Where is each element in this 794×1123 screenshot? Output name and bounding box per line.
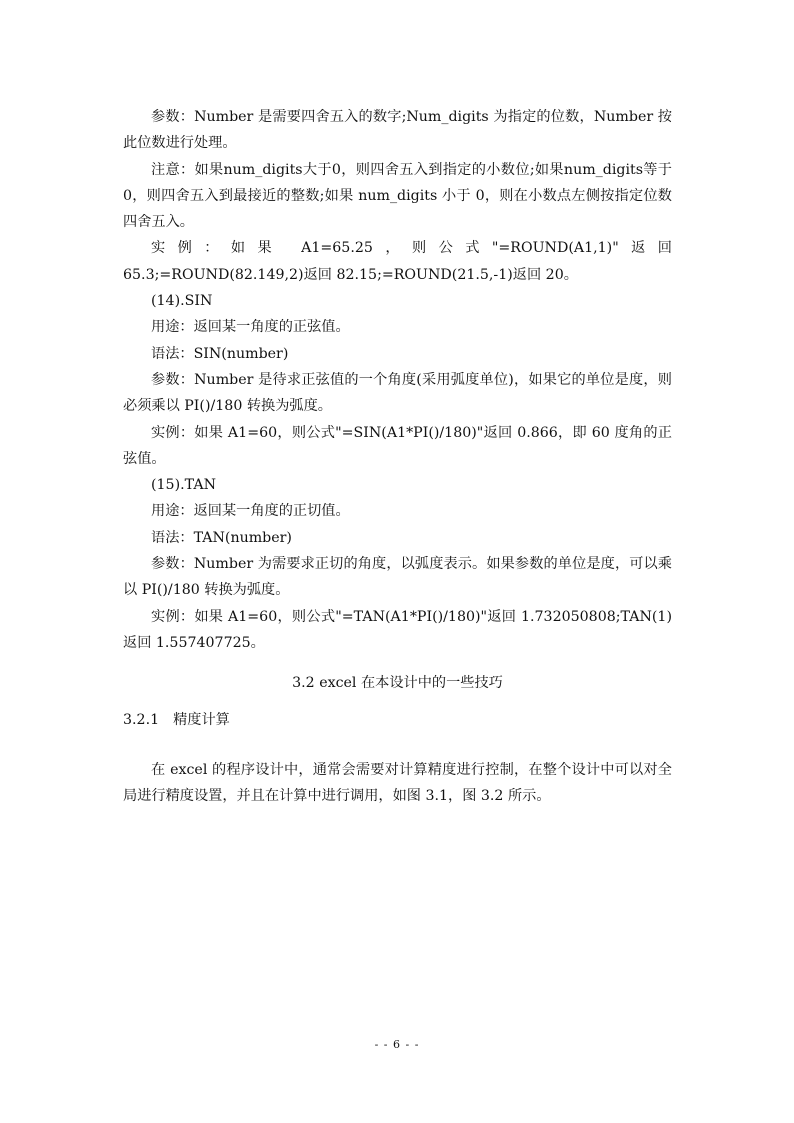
subsection-title: 精度计算 (173, 711, 230, 728)
page-content (123, 104, 672, 809)
paragraph-round-note: 注意：如果num_digits大于0，则四舍五入到指定的小数位;如果num_digits等于0，则四舍五入到最接近的整数;如果 num_digits 小于 0，则在小数点左侧按指定位数四舍五入。 (123, 161, 672, 231)
section-heading: 3.2 excel 在本设计中的一些技巧 (292, 675, 503, 692)
paragraph-round-example: 实例：如果 A1=65.25，则公式"=ROUND(A1,1)"返回 65.3;=ROUND(82.149,2)返回 82.15;=ROUND(21.5,-1)返回 20。 (123, 240, 672, 283)
paragraph-tan-usage: 用途：返回某一角度的正切值。 (151, 503, 350, 520)
paragraph-sin-params: 参数：Number 是待求正弦值的一个角度(采用弧度单位)，如果它的单位是度，则必须乘以 PI()/180 转换为弧度。 (123, 371, 672, 415)
paragraph-sin-example: 实例：如果 A1=60，则公式"=SIN(A1*PI()/180)"返回 0.866，即 60 度角的正弦值。 (123, 424, 672, 467)
paragraph-sin-syntax: 语法：SIN(number) (151, 345, 289, 362)
page-number: - - 6 - - (374, 1038, 420, 1051)
subsection-heading (123, 707, 672, 733)
paragraph-sin-usage: 用途：返回某一角度的正弦值。 (151, 319, 350, 336)
paragraph-precision: 在 excel 的程序设计中，通常会需要对计算精度进行控制，在整个设计中可以对全局进行精度设置，并且在计算中进行调用，如图 3.1，图 3.2 所示。 (123, 761, 672, 805)
paragraph-tan-syntax: 语法：TAN(number) (151, 529, 292, 546)
heading-sin: (14).SIN (151, 293, 213, 310)
paragraph-tan-params: 参数：Number 为需要求正切的角度，以弧度表示。如果参数的单位是度，可以乘以 PI()/180 转换为弧度。 (123, 556, 672, 599)
heading-tan: (15).TAN (151, 477, 216, 494)
paragraph-tan-example: 实例：如果 A1=60，则公式"=TAN(A1*PI()/180)"返回 1.732050808;TAN(1)返回 1.557407725。 (123, 608, 672, 651)
paragraph-round-params: 参数：Number 是需要四舍五入的数字;Num_digits 为指定的位数，Number 按此位数进行处理。 (123, 109, 672, 152)
subsection-number: 3.2.1 (123, 711, 160, 728)
